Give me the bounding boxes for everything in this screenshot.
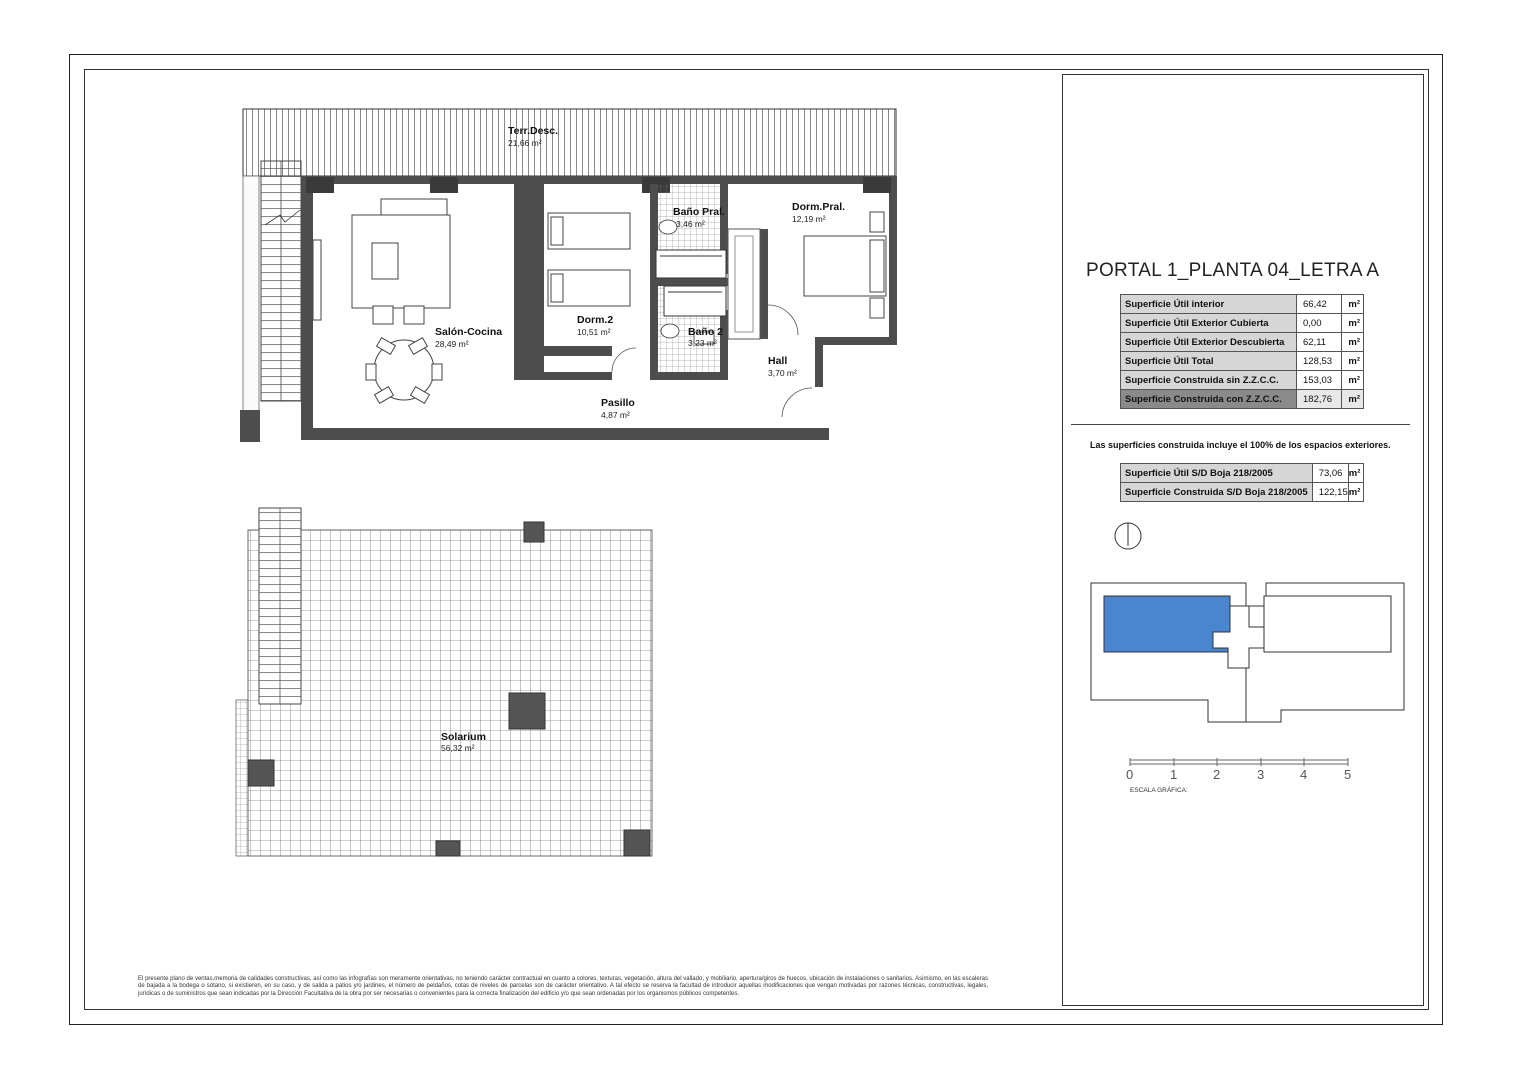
areas-label: Superficie Construida con Z.Z.C.C. xyxy=(1121,390,1297,409)
areas-unit: m² xyxy=(1342,352,1364,371)
key-plan xyxy=(1091,583,1404,722)
legal-disclaimer: El presente plano de ventas,memoria de calidades constructivas, así como las infografías son meramente orientativas, no teniendo carácter contractual en cuanto a colores, texturas, vegetación, altura del vallado, y mobiliario, apertura/giros de huecos, ubicación de instalaciones o sanitarios. Asimismo, en las escaleras de bajada a la bodega o sótano, si existieren, en su caso, y de salida a patios y/o jardines, el número de peldaños, cotas de niveles de parcelas son de carácter orientativo. A tal efecto se reserva la facultad de introducir aquellas modificaciones que vengan motivadas por razones técnicas, constructivas, legales, jurídicas o de suministros que sean indicadas por la Dirección Facultativa de la obra por ser necesarias o convenientes para la correcta finalización del edificio y/o que sean ordenadas por los organismos públicos competentes. xyxy=(138,976,988,997)
boja-value: 122,15 xyxy=(1312,483,1348,502)
kitchen-counter xyxy=(313,240,321,320)
areas-unit: m² xyxy=(1342,295,1364,314)
scale-caption: ESCALA GRÁFICA: xyxy=(1130,787,1188,794)
areas-label: Superficie Útil Total xyxy=(1121,352,1297,371)
sofa xyxy=(352,199,450,308)
graphic-scale-bar xyxy=(1130,758,1348,766)
areas-unit: m² xyxy=(1342,390,1364,409)
dining-chairs xyxy=(373,306,424,324)
areas-value: 182,76 xyxy=(1297,390,1342,409)
areas-unit: m² xyxy=(1342,314,1364,333)
room-area-pasillo: 4,87 m² xyxy=(601,410,630,420)
room-area-solarium: 56,32 m² xyxy=(441,743,475,753)
room-name-terrace: Terr.Desc. xyxy=(508,125,559,137)
solarium-area xyxy=(236,508,652,856)
areas-note: Las superficies construida incluye el 100% de los espacios exteriores. xyxy=(1090,440,1391,450)
areas-row xyxy=(1121,295,1364,314)
areas-row xyxy=(1121,352,1364,371)
room-name-dorm2: Dorm.2 xyxy=(577,314,614,326)
boja-label: Superficie Útil S/D Boja 218/2005 xyxy=(1121,464,1313,483)
boja-row xyxy=(1121,483,1364,502)
room-name-pasillo: Pasillo xyxy=(601,397,635,409)
areas-value: 62,11 xyxy=(1297,333,1342,352)
areas-row xyxy=(1121,314,1364,333)
plan-title: PORTAL 1_PLANTA 04_LETRA A xyxy=(1086,260,1380,281)
boja-row xyxy=(1121,464,1364,483)
boja-unit: m² xyxy=(1348,483,1364,502)
areas-label: Superficie Útil interior xyxy=(1121,295,1297,314)
panel-divider xyxy=(1071,424,1410,425)
areas-value: 66,42 xyxy=(1297,295,1342,314)
boja-unit: m² xyxy=(1348,464,1364,483)
scale-tick-label: 4 xyxy=(1300,767,1308,782)
areas-value: 0,00 xyxy=(1297,314,1342,333)
areas-row xyxy=(1121,333,1364,352)
room-name-bano2: Baño 2 xyxy=(688,326,724,338)
room-area-bano-pral: 3,46 m² xyxy=(676,219,705,229)
boja-label: Superficie Construida S/D Boja 218/2005 xyxy=(1121,483,1313,502)
areas-label: Superficie Construida sin Z.Z.C.C. xyxy=(1121,371,1297,390)
room-name-bano-pral: Baño Pral. xyxy=(673,206,725,218)
bedroom2-beds xyxy=(548,213,630,306)
areas-label: Superficie Útil Exterior Cubierta xyxy=(1121,314,1297,333)
areas-value: 128,53 xyxy=(1297,352,1342,371)
terrace-area xyxy=(243,109,896,176)
scale-tick-label: 1 xyxy=(1170,767,1178,782)
scale-tick-label: 2 xyxy=(1213,767,1221,782)
scale-tick-label: 5 xyxy=(1344,767,1352,782)
room-name-hall: Hall xyxy=(768,355,788,367)
room-name-dorm-pral: Dorm.Pral. xyxy=(792,201,846,213)
areas-row xyxy=(1121,390,1364,409)
areas-unit: m² xyxy=(1342,371,1364,390)
areas-unit: m² xyxy=(1342,333,1364,352)
room-area-bano2: 3,23 m² xyxy=(688,338,717,348)
room-area-dorm2: 10,51 m² xyxy=(577,327,611,337)
room-name-solarium: Solarium xyxy=(441,731,486,743)
room-area-terrace: 21,66 m² xyxy=(508,138,542,148)
room-area-salon: 28,49 m² xyxy=(435,339,469,349)
areas-label: Superficie Útil Exterior Descubierta xyxy=(1121,333,1297,352)
room-name-salon: Salón-Cocina xyxy=(435,326,503,338)
scale-tick-label: 0 xyxy=(1126,767,1134,782)
master-bed xyxy=(804,212,886,318)
staircase xyxy=(243,161,301,411)
room-area-dorm-pral: 12,19 m² xyxy=(792,214,826,224)
areas-row xyxy=(1121,371,1364,390)
room-area-hall: 3,70 m² xyxy=(768,368,797,378)
areas-value: 153,03 xyxy=(1297,371,1342,390)
north-compass-icon xyxy=(1115,523,1141,549)
areas-table xyxy=(1120,294,1364,409)
boja-value: 73,06 xyxy=(1312,464,1348,483)
round-table xyxy=(366,338,442,404)
scale-tick-label: 3 xyxy=(1257,767,1265,782)
boja-table xyxy=(1120,463,1364,502)
